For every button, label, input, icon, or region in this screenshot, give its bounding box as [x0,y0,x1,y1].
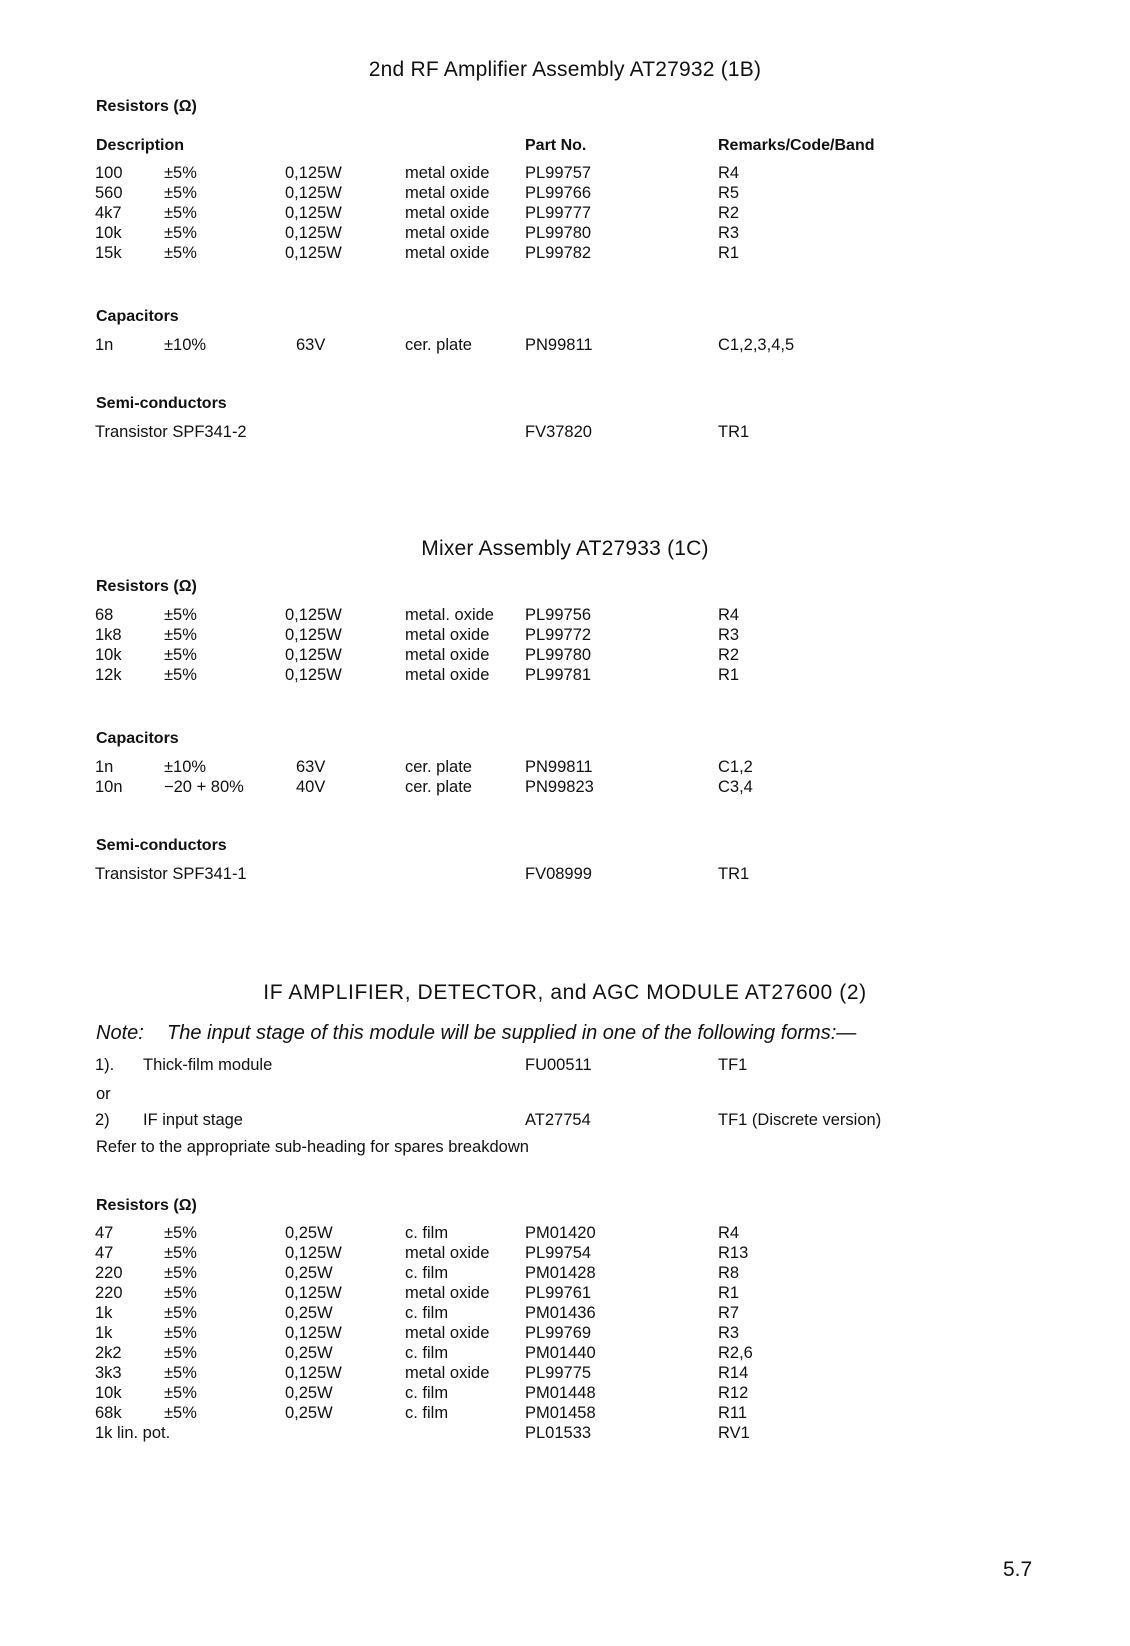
or-text: or [96,1085,111,1103]
resistor-row: 4k7 ±5% 0,125W metal oxide PL99777 R2 [95,204,740,222]
resistors-label: Resistors (Ω) [96,98,197,115]
semiconductors-label: Semi-conductors [96,395,227,412]
resistor-row: 12k ±5% 0,125W metal oxide PL99781 R1 [95,666,740,684]
section-title-mixer: Mixer Assembly AT27933 (1C) [421,537,709,560]
resistor-row: 10k ±5% 0,125W metal oxide PL99780 R2 [95,646,740,664]
page-number: 5.7 [1003,1558,1033,1581]
resistor-row: 1k ±5% 0,125W metal oxide PL99769 R3 [95,1324,740,1342]
resistor-row: 10k ±5% 0,125W metal oxide PL99780 R3 [95,224,740,242]
resistor-row: 68k ±5% 0,25W c. film PM01458 R11 [95,1404,748,1422]
resistors-label: Resistors (Ω) [96,1197,197,1214]
resistors-label: Resistors (Ω) [96,578,197,595]
option-row: 1). Thick-film module FU00511 TF1 [95,1056,748,1074]
resistor-row: 220 ±5% 0,25W c. film PM01428 R8 [95,1264,740,1282]
resistor-row: 68 ±5% 0,125W metal. oxide PL99756 R4 [95,606,740,624]
resistor-row: 560 ±5% 0,125W metal oxide PL99766 R5 [95,184,740,202]
resistor-row: 220 ±5% 0,125W metal oxide PL99761 R1 [95,1284,740,1302]
note-tag: Note: [96,1022,144,1044]
resistor-row: 47 ±5% 0,25W c. film PM01420 R4 [95,1224,740,1242]
refer-text: Refer to the appropriate sub-heading for spares breakdown [96,1138,529,1156]
potentiometer-row: 1k lin. pot. PL01533 RV1 [95,1424,750,1442]
resistor-row: 2k2 ±5% 0,25W c. film PM01440 R2,6 [95,1344,753,1362]
section-title-rf-amplifier: 2nd RF Amplifier Assembly AT27932 (1B) [368,58,762,81]
option-row: 2) IF input stage AT27754 TF1 (Discrete version) [95,1111,882,1129]
capacitor-row: 1n ±10% 63V cer. plate PN99811 C1,2 [95,758,753,776]
resistor-row: 1k ±5% 0,25W c. film PM01436 R7 [95,1304,740,1322]
col-header-description: Description [96,137,185,154]
note-body: The input stage of this module will be supplied in one of the following forms:— [167,1022,857,1044]
semiconductor-row: Transistor SPF341-1 FV08999 TR1 [95,865,750,883]
resistor-row: 100 ±5% 0,125W metal oxide PL99757 R4 [95,164,740,182]
capacitor-row: 10n −20 + 80% 40V cer. plate PN99823 C3,4 [95,778,753,796]
semiconductors-label: Semi-conductors [96,837,227,854]
capacitors-label: Capacitors [96,730,179,747]
col-header-part-no: Part No. [525,137,587,154]
capacitor-row: 1n ±10% 63V cer. plate PN99811 C1,2,3,4,5 [95,336,795,354]
capacitors-label: Capacitors [96,308,179,325]
resistor-row: 47 ±5% 0,125W metal oxide PL99754 R13 [95,1244,749,1262]
note [96,1022,996,1048]
resistor-row: 15k ±5% 0,125W metal oxide PL99782 R1 [95,244,740,262]
col-header-remarks: Remarks/Code/Band [718,137,875,154]
semiconductor-row: Transistor SPF341-2 FV37820 TR1 [95,423,750,441]
resistor-row: 3k3 ±5% 0,125W metal oxide PL99775 R14 [95,1364,749,1382]
resistor-row: 10k ±5% 0,25W c. film PM01448 R12 [95,1384,749,1402]
resistor-row: 1k8 ±5% 0,125W metal oxide PL99772 R3 [95,626,740,644]
section-title-if-amplifier: IF AMPLIFIER, DETECTOR, and AGC MODULE AT27600 (2) [263,981,867,1004]
